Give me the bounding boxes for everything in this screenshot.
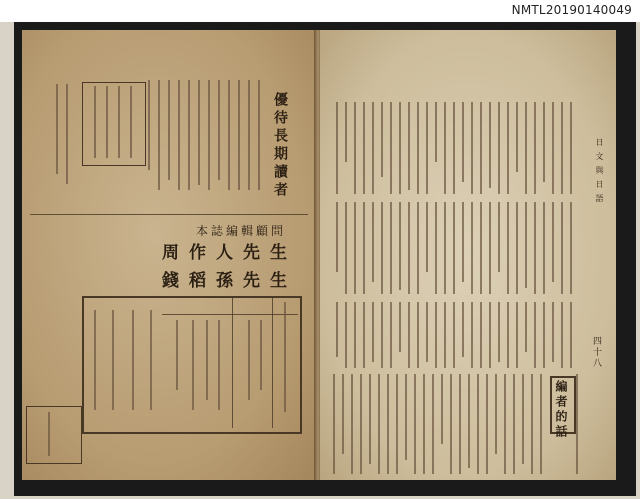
- text-line: [498, 202, 500, 272]
- text-line: [426, 202, 428, 272]
- text-line: [228, 80, 230, 190]
- text-line: [372, 202, 374, 282]
- text-line: [552, 102, 554, 194]
- price-table-box: [82, 82, 146, 166]
- text-line: [444, 102, 446, 194]
- text-line: [486, 374, 488, 474]
- text-line: [570, 202, 572, 294]
- text-line: [534, 202, 536, 294]
- text-line: [423, 374, 425, 474]
- text-line: [444, 302, 446, 368]
- text-line: [435, 302, 437, 368]
- text-line: [525, 302, 527, 352]
- info-box-divider: [232, 298, 233, 428]
- text-line: [516, 302, 518, 368]
- text-line: [480, 202, 482, 294]
- text-line: [570, 102, 572, 194]
- text-line: [390, 202, 392, 294]
- text-line: [459, 374, 461, 474]
- text-line: [507, 202, 509, 294]
- text-line: [363, 202, 365, 294]
- text-line: [208, 80, 210, 190]
- text-line: [260, 320, 262, 390]
- text-line: [351, 374, 353, 474]
- text-line: [399, 302, 401, 352]
- text-line: [534, 302, 536, 368]
- text-line: [498, 102, 500, 194]
- text-line: [188, 80, 190, 190]
- text-line: [360, 374, 362, 474]
- text-line: [432, 374, 434, 474]
- text-line: [507, 102, 509, 194]
- text-line: [238, 80, 240, 190]
- consultant-1: 周作人先生: [162, 243, 297, 263]
- text-line: [178, 80, 180, 190]
- text-line: [396, 374, 398, 474]
- text-line: [453, 102, 455, 194]
- text-line: [561, 102, 563, 194]
- text-line: [381, 202, 383, 294]
- text-line: [372, 102, 374, 194]
- text-line: [441, 374, 443, 444]
- text-line: [363, 302, 365, 368]
- text-line: [426, 302, 428, 362]
- text-line: [130, 86, 132, 158]
- page-number: 四十八: [591, 336, 601, 369]
- text-line: [468, 374, 470, 468]
- text-line: [168, 80, 170, 180]
- text-line: [56, 84, 58, 174]
- text-line: [408, 202, 410, 294]
- text-line: [381, 102, 383, 177]
- footer-note-box: [26, 406, 82, 464]
- text-line: [552, 202, 554, 282]
- editors-note-heading: 編者的話: [554, 380, 568, 440]
- text-line: [354, 102, 356, 194]
- text-line: [381, 302, 383, 368]
- text-line: [480, 102, 482, 194]
- text-line: [552, 302, 554, 362]
- section-divider: [30, 214, 308, 215]
- text-line: [417, 202, 419, 294]
- text-line: [531, 374, 533, 474]
- text-line: [354, 202, 356, 294]
- right-page: [320, 30, 616, 480]
- text-line: [516, 102, 518, 172]
- text-line: [284, 302, 286, 412]
- text-line: [345, 202, 347, 294]
- text-line: [148, 80, 150, 170]
- text-line: [540, 374, 542, 474]
- text-line: [426, 102, 428, 194]
- text-line: [453, 202, 455, 294]
- consultant-2: 錢稻孫先生: [162, 271, 297, 291]
- text-line: [218, 80, 220, 180]
- text-line: [561, 202, 563, 294]
- text-line: [94, 86, 96, 158]
- text-line: [471, 102, 473, 194]
- text-line: [489, 302, 491, 368]
- text-line: [118, 86, 120, 158]
- text-line: [333, 374, 335, 474]
- text-line: [408, 102, 410, 190]
- text-line: [453, 302, 455, 368]
- text-line: [176, 320, 178, 390]
- text-line: [480, 302, 482, 368]
- consultants-heading: 本誌編輯顧問: [195, 224, 286, 238]
- text-line: [417, 302, 419, 368]
- text-line: [498, 302, 500, 362]
- text-line: [354, 302, 356, 368]
- text-line: [399, 202, 401, 290]
- text-line: [390, 302, 392, 368]
- text-line: [522, 374, 524, 464]
- info-box-divider: [272, 298, 273, 428]
- text-line: [369, 374, 371, 464]
- text-line: [462, 302, 464, 357]
- text-line: [336, 102, 338, 194]
- text-line: [561, 302, 563, 368]
- text-line: [387, 374, 389, 474]
- text-line: [435, 102, 437, 162]
- text-line: [405, 374, 407, 460]
- text-line: [543, 102, 545, 182]
- archive-header: [0, 0, 640, 22]
- text-line: [543, 302, 545, 368]
- text-line: [450, 374, 452, 474]
- text-line: [378, 374, 380, 474]
- text-line: [504, 374, 506, 474]
- left-page: [22, 30, 316, 480]
- text-line: [408, 302, 410, 368]
- text-line: [507, 302, 509, 368]
- text-line: [342, 374, 344, 454]
- text-line: [132, 310, 134, 410]
- text-line: [158, 80, 160, 190]
- text-line: [471, 302, 473, 368]
- text-line: [414, 374, 416, 474]
- text-line: [198, 80, 200, 185]
- text-line: [206, 320, 208, 400]
- text-line: [462, 102, 464, 182]
- archive-id: NMTL20190140049: [511, 3, 632, 17]
- text-line: [489, 102, 491, 188]
- text-line: [462, 202, 464, 282]
- text-line: [106, 86, 108, 158]
- text-line: [435, 202, 437, 294]
- text-line: [248, 80, 250, 190]
- text-line: [372, 302, 374, 362]
- text-line: [471, 202, 473, 294]
- text-line: [489, 202, 491, 294]
- running-title: 日文與日語: [595, 138, 604, 208]
- text-line: [534, 102, 536, 194]
- text-line: [94, 310, 96, 410]
- text-line: [576, 374, 578, 474]
- text-line: [336, 202, 338, 272]
- text-line: [112, 310, 114, 410]
- text-line: [516, 202, 518, 294]
- text-line: [363, 102, 365, 194]
- text-line: [543, 202, 545, 294]
- text-line: [48, 412, 50, 456]
- text-line: [150, 310, 152, 410]
- info-box-divider: [162, 314, 298, 315]
- text-line: [258, 80, 260, 190]
- text-line: [525, 102, 527, 194]
- text-line: [477, 374, 479, 474]
- text-line: [399, 102, 401, 194]
- text-line: [192, 320, 194, 410]
- text-line: [444, 202, 446, 294]
- notice-title: 優待長期讀者: [272, 92, 288, 200]
- text-line: [345, 102, 347, 162]
- text-line: [336, 302, 338, 357]
- text-line: [495, 374, 497, 454]
- text-line: [570, 302, 572, 368]
- text-line: [513, 374, 515, 474]
- text-line: [66, 84, 68, 184]
- text-line: [525, 202, 527, 288]
- text-line: [218, 320, 220, 410]
- text-line: [390, 102, 392, 194]
- text-line: [345, 302, 347, 368]
- text-line: [248, 320, 250, 400]
- text-line: [417, 102, 419, 194]
